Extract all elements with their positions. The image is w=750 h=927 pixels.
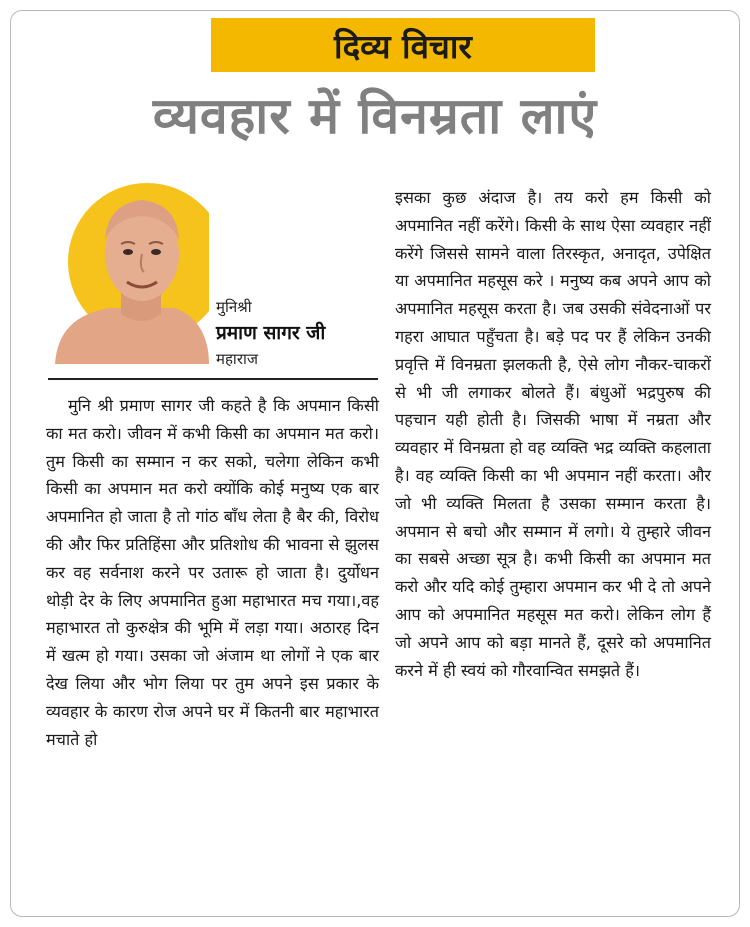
author-portrait	[47, 182, 209, 364]
section-tag	[211, 18, 595, 72]
author-name: प्रमाण सागर जी	[216, 322, 326, 344]
article-body-right	[395, 184, 711, 684]
author-title-suffix: महाराज	[216, 350, 258, 368]
author-title-prefix: मुनिश्री	[216, 298, 252, 316]
body-paragraph: मुनि श्री प्रमाण सागर जी कहते है कि अपमान किसी का मत करो। जीवन में कभी किसी का अपमान मत करो। तुम किसी का सम्मान न कर सको, चलेगा लेकिन कभी किसी का अपमान मत करो क्योंकि कोई मनुष्य एक बार अपमानित हो जाता है तो गांठ बाँध लेता है बैर की, विरोध की और फिर प्रतिहिंसा और प्रतिशोध की भावना से झुलस कर वह सर्वनाश करने पर उतारू हो जाता है। दुर्योधन थोड़ी देर के लिए अपमानित हुआ महाभारत मच गया।,वह महाभारत तो कुरुक्षेत्र की भूमि में लड़ा गया। अठारह दिन में खत्म हो गया। उसका जो अंजाम था लोगों ने एक बार देख लिया और भोग लिया पर तुम अपने इस प्रकार के व्यवहार के कारण रोज अपने घर में कितनी बार महाभारत मचाते हो	[46, 396, 379, 749]
article-headline: व्यवहार में विनम्रता लाएं	[152, 87, 598, 145]
author-caption	[216, 294, 325, 372]
article-body-left	[46, 392, 379, 753]
column-divider	[48, 378, 378, 380]
section-tag-label: दिव्य विचार	[334, 26, 472, 66]
body-paragraph: इसका कुछ अंदाज है। तय करो हम किसी को अपमानित नहीं करेंगे। किसी के साथ ऐसा व्यवहार नहीं करेंगे जिससे सामने वाला तिरस्कृत, अनादृत, उपेक्षित या अपमानित महसूस करे । मनुष्य कब अपने आप को अपमानित महसूस करता है। जब उसकी संवेदनाओं पर गहरा आघात पहुँचता है। बड़े पद पर हैं लेकिन उनकी प्रवृत्ति में विनम्रता झलकती है, ऐसे लोग नौकर-चाकरों से भी जी लगाकर बोलते हैं। बंधुओं भद्रपुरुष की पहचान यही होती है। जिसकी भाषा में नम्रता और व्यवहार में विनम्रता हो वह व्यक्ति भद्र व्यक्ति कहलाता है। वह व्यक्ति किसी का भी अपमान नहीं करता। और जो भी व्यक्ति मिलता है उसका सम्मान करता है। अपमान से बचो और सम्मान में लगो। ये तुम्हारे जीवन का सबसे अच्छा सूत्र है। कभी किसी का अपमान मत करो और यदि कोई तुम्हारा अपमान कर भी दे तो अपने आप को अपमानित महसूस मत करो। लेकिन लोग हैं जो अपने आप को बड़ा मानते हैं, दूसरे को अपमानित करने में ही स्वयं को गौरवान्वित समझते हैं।	[395, 188, 711, 680]
